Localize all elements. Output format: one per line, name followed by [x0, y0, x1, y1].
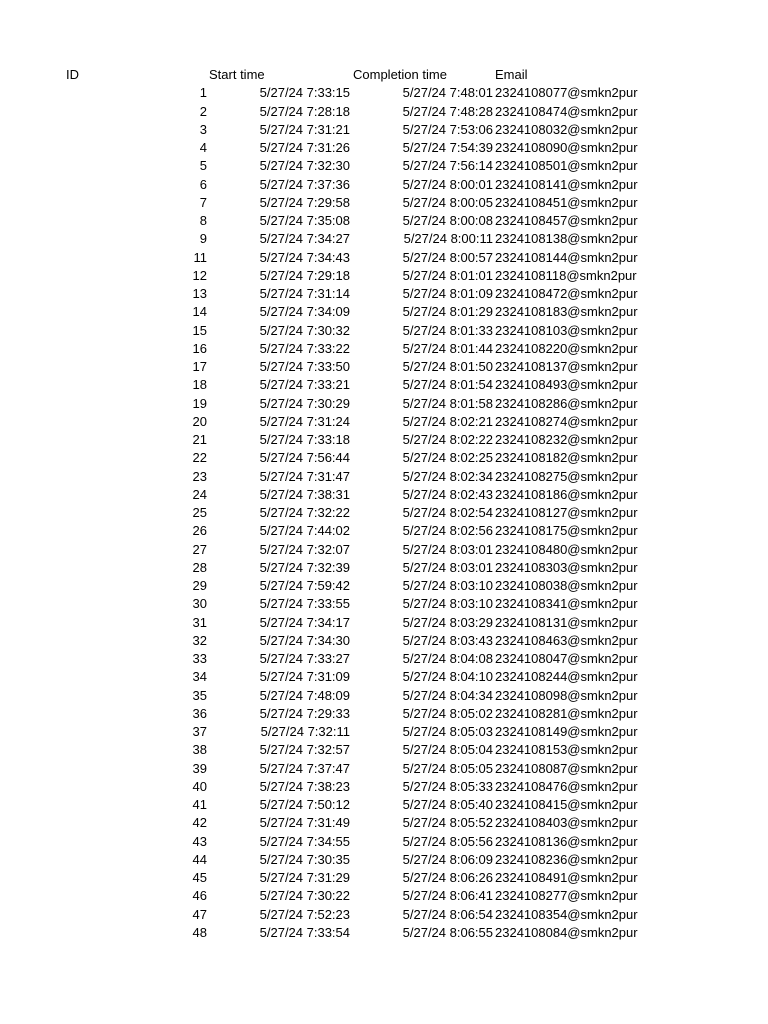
table-row — [0, 230, 768, 248]
table-row — [0, 887, 768, 905]
cell-id: 3 — [199, 121, 207, 137]
cell-completion-time: 5/27/24 8:05:05 — [402, 760, 493, 776]
table-row — [0, 723, 768, 741]
table-row — [0, 814, 768, 832]
table-row — [0, 194, 768, 212]
cell-start-time: 5/27/24 7:33:55 — [259, 596, 350, 612]
table-row — [0, 468, 768, 486]
cell-email: 2324108141@smkn2pur — [495, 176, 638, 192]
cell-start-time: 5/27/24 7:32:22 — [259, 505, 350, 520]
cell-start-time: 5/27/24 7:33:22 — [259, 340, 350, 356]
response-table — [0, 66, 768, 942]
table-row — [0, 504, 768, 522]
cell-email: 2324108480@smkn2pur — [495, 541, 638, 557]
cell-completion-time: 5/27/24 8:06:41 — [402, 888, 493, 904]
table-row — [0, 851, 768, 869]
cell-id: 16 — [192, 340, 207, 356]
cell-completion-time: 5/27/24 8:05:04 — [402, 742, 493, 758]
cell-start-time: 5/27/24 7:30:32 — [259, 322, 350, 338]
cell-email: 2324108137@smkn2pur — [495, 359, 638, 374]
cell-email: 2324108038@smkn2pur — [495, 578, 638, 593]
cell-email: 2324108277@smkn2pur — [495, 888, 638, 904]
cell-id: 34 — [192, 669, 207, 685]
cell-completion-time: 5/27/24 7:48:01 — [402, 85, 493, 101]
cell-completion-time: 5/27/24 8:06:09 — [402, 851, 493, 867]
cell-completion-time: 5/27/24 8:06:54 — [402, 906, 493, 922]
table-row — [0, 449, 768, 467]
cell-start-time: 5/27/24 7:32:57 — [259, 742, 350, 758]
table-row — [0, 778, 768, 796]
cell-email: 2324108103@smkn2pur — [495, 322, 638, 338]
cell-start-time: 5/27/24 7:33:21 — [259, 377, 350, 393]
cell-completion-time: 5/27/24 8:02:21 — [402, 413, 493, 429]
cell-id: 12 — [192, 267, 207, 283]
cell-start-time: 5/27/24 7:31:09 — [259, 669, 350, 685]
cell-completion-time: 5/27/24 8:05:56 — [402, 833, 493, 849]
cell-id: 2 — [199, 103, 207, 119]
cell-completion-time: 5/27/24 8:00:01 — [402, 176, 493, 192]
cell-email: 2324108098@smkn2pur — [495, 687, 638, 703]
cell-id: 4 — [199, 140, 207, 155]
cell-id: 37 — [192, 724, 207, 739]
cell-completion-time: 5/27/24 8:01:58 — [402, 395, 493, 411]
cell-id: 31 — [192, 614, 207, 630]
cell-id: 48 — [192, 924, 207, 940]
table-row — [0, 285, 768, 303]
cell-email: 2324108491@smkn2pur — [495, 870, 638, 885]
cell-completion-time: 5/27/24 8:02:22 — [402, 432, 493, 447]
cell-email: 2324108032@smkn2pur — [495, 121, 638, 137]
table-row — [0, 705, 768, 723]
cell-completion-time: 5/27/24 8:05:52 — [402, 815, 493, 831]
table-row — [0, 176, 768, 194]
cell-id: 11 — [193, 249, 207, 265]
cell-start-time: 5/27/24 7:34:17 — [259, 614, 350, 630]
cell-start-time: 5/27/24 7:32:07 — [259, 541, 350, 557]
cell-email: 2324108303@smkn2pur — [495, 559, 638, 575]
header-completion-time: Completion time — [353, 67, 447, 82]
cell-id: 8 — [199, 213, 207, 228]
cell-email: 2324108281@smkn2pur — [495, 705, 638, 721]
cell-completion-time: 5/27/24 8:02:43 — [402, 486, 493, 502]
cell-email: 2324108476@smkn2pur — [495, 778, 638, 794]
cell-start-time: 5/27/24 7:56:44 — [259, 450, 350, 466]
cell-email: 2324108493@smkn2pur — [495, 377, 638, 393]
cell-completion-time: 5/27/24 8:04:10 — [402, 669, 493, 685]
cell-id: 35 — [192, 687, 207, 703]
cell-completion-time: 5/27/24 8:03:10 — [402, 578, 493, 593]
cell-completion-time: 5/27/24 8:03:29 — [402, 614, 493, 630]
cell-start-time: 5/27/24 7:34:30 — [259, 632, 350, 648]
cell-id: 47 — [192, 906, 207, 922]
table-row — [0, 84, 768, 102]
cell-email: 2324108118@smkn2pur — [495, 267, 637, 283]
cell-completion-time: 5/27/24 8:06:55 — [402, 924, 493, 940]
cell-start-time: 5/27/24 7:37:36 — [259, 176, 350, 192]
cell-id: 25 — [192, 505, 207, 520]
table-row — [0, 413, 768, 431]
table-row — [0, 212, 768, 230]
cell-email: 2324108077@smkn2pur — [495, 85, 638, 101]
header-id: ID — [66, 67, 79, 82]
table-row — [0, 358, 768, 376]
cell-start-time: 5/27/24 7:33:15 — [259, 85, 350, 101]
cell-id: 42 — [192, 815, 207, 831]
table-row — [0, 687, 768, 705]
cell-id: 26 — [192, 523, 207, 539]
cell-email: 2324108084@smkn2pur — [495, 924, 638, 940]
cell-start-time: 5/27/24 7:30:29 — [259, 395, 350, 411]
cell-start-time: 5/27/24 7:31:24 — [259, 413, 350, 429]
cell-completion-time: 5/27/24 8:05:33 — [402, 778, 493, 794]
cell-email: 2324108149@smkn2pur — [495, 724, 638, 739]
cell-id: 32 — [192, 632, 207, 648]
table-row — [0, 376, 768, 394]
cell-id: 20 — [192, 413, 207, 429]
table-row — [0, 340, 768, 358]
table-row — [0, 522, 768, 540]
cell-start-time: 5/27/24 7:31:49 — [259, 815, 350, 831]
cell-start-time: 5/27/24 7:48:09 — [259, 687, 350, 703]
cell-completion-time: 5/27/24 8:00:05 — [402, 194, 493, 210]
cell-start-time: 5/27/24 7:31:21 — [259, 121, 350, 137]
cell-start-time: 5/27/24 7:38:23 — [259, 778, 350, 794]
cell-email: 2324108090@smkn2pur — [495, 140, 638, 155]
table-row — [0, 668, 768, 686]
cell-start-time: 5/27/24 7:44:02 — [259, 523, 350, 539]
table-row — [0, 577, 768, 595]
cell-start-time: 5/27/24 7:30:35 — [259, 851, 350, 867]
cell-start-time: 5/27/24 7:33:27 — [259, 651, 350, 666]
cell-id: 1 — [199, 85, 207, 101]
cell-email: 2324108127@smkn2pur — [495, 505, 638, 520]
cell-email: 2324108472@smkn2pur — [495, 286, 638, 301]
cell-start-time: 5/27/24 7:33:54 — [259, 924, 350, 940]
cell-start-time: 5/27/24 7:35:08 — [259, 213, 350, 228]
table-row — [0, 869, 768, 887]
cell-completion-time: 5/27/24 8:01:33 — [402, 322, 493, 338]
cell-completion-time: 5/27/24 8:01:09 — [402, 286, 493, 301]
cell-start-time: 5/27/24 7:29:33 — [259, 705, 350, 721]
cell-start-time: 5/27/24 7:32:30 — [259, 158, 350, 174]
cell-email: 2324108087@smkn2pur — [495, 760, 638, 776]
cell-id: 33 — [192, 651, 207, 666]
cell-id: 40 — [192, 778, 207, 794]
cell-completion-time: 5/27/24 8:02:34 — [402, 468, 493, 484]
cell-completion-time: 5/27/24 7:53:06 — [402, 121, 493, 137]
cell-email: 2324108182@smkn2pur — [495, 450, 638, 466]
cell-email: 2324108236@smkn2pur — [495, 851, 638, 867]
table-row — [0, 322, 768, 340]
cell-start-time: 5/27/24 7:29:18 — [259, 267, 350, 283]
cell-completion-time: 5/27/24 8:04:08 — [402, 651, 493, 666]
cell-id: 36 — [192, 705, 207, 721]
table-row — [0, 559, 768, 577]
cell-start-time: 5/27/24 7:31:14 — [259, 286, 350, 301]
cell-start-time: 5/27/24 7:31:47 — [259, 468, 350, 484]
cell-completion-time: 5/27/24 8:02:54 — [402, 505, 493, 520]
cell-completion-time: 5/27/24 7:56:14 — [402, 158, 493, 174]
cell-email: 2324108274@smkn2pur — [495, 413, 638, 429]
cell-email: 2324108354@smkn2pur — [495, 906, 638, 922]
cell-email: 2324108474@smkn2pur — [495, 103, 638, 119]
cell-completion-time: 5/27/24 8:00:08 — [402, 213, 493, 228]
table-row — [0, 796, 768, 814]
table-row — [0, 833, 768, 851]
table-row — [0, 157, 768, 175]
table-row — [0, 267, 768, 285]
cell-start-time: 5/27/24 7:38:31 — [259, 486, 350, 502]
table-row — [0, 431, 768, 449]
cell-start-time: 5/27/24 7:33:50 — [259, 359, 350, 374]
cell-email: 2324108186@smkn2pur — [495, 486, 638, 502]
cell-start-time: 5/27/24 7:37:47 — [259, 760, 350, 776]
cell-email: 2324108183@smkn2pur — [495, 304, 638, 320]
cell-start-time: 5/27/24 7:31:26 — [259, 140, 350, 155]
table-row — [0, 541, 768, 559]
cell-start-time: 5/27/24 7:30:22 — [259, 888, 350, 904]
cell-completion-time: 5/27/24 7:48:28 — [402, 103, 493, 119]
table-row — [0, 139, 768, 157]
table-row — [0, 249, 768, 267]
cell-completion-time: 5/27/24 8:03:01 — [402, 559, 493, 575]
cell-email: 2324108047@smkn2pur — [495, 651, 638, 666]
cell-completion-time: 5/27/24 7:54:39 — [402, 140, 493, 155]
cell-email: 2324108136@smkn2pur — [495, 833, 638, 849]
cell-start-time: 5/27/24 7:33:18 — [259, 432, 350, 447]
header-start-time: Start time — [209, 67, 265, 82]
cell-id: 5 — [199, 158, 207, 174]
cell-completion-time: 5/27/24 8:00:11 — [403, 231, 493, 247]
cell-id: 23 — [192, 468, 207, 484]
table-row — [0, 650, 768, 668]
table-row — [0, 760, 768, 778]
cell-email: 2324108463@smkn2pur — [495, 632, 638, 648]
cell-email: 2324108457@smkn2pur — [495, 213, 638, 228]
cell-completion-time: 5/27/24 8:01:50 — [402, 359, 493, 374]
cell-id: 15 — [192, 322, 207, 338]
cell-start-time: 5/27/24 7:34:09 — [259, 304, 350, 320]
cell-completion-time: 5/27/24 8:05:02 — [402, 705, 493, 721]
header-row — [0, 66, 768, 84]
cell-start-time: 5/27/24 7:34:43 — [259, 249, 350, 265]
cell-completion-time: 5/27/24 8:03:01 — [402, 541, 493, 557]
cell-email: 2324108244@smkn2pur — [495, 669, 638, 685]
cell-start-time: 5/27/24 7:32:39 — [259, 559, 350, 575]
cell-id: 9 — [199, 231, 207, 247]
cell-start-time: 5/27/24 7:29:58 — [259, 194, 350, 210]
cell-email: 2324108220@smkn2pur — [495, 340, 638, 356]
cell-completion-time: 5/27/24 8:06:26 — [402, 870, 493, 885]
table-body — [0, 84, 768, 942]
cell-start-time: 5/27/24 7:32:11 — [260, 724, 350, 739]
cell-email: 2324108175@smkn2pur — [495, 523, 638, 539]
cell-email: 2324108286@smkn2pur — [495, 395, 638, 411]
cell-completion-time: 5/27/24 8:02:56 — [402, 523, 493, 539]
cell-completion-time: 5/27/24 8:03:10 — [402, 596, 493, 612]
cell-id: 43 — [192, 833, 207, 849]
cell-id: 22 — [192, 450, 207, 466]
cell-id: 29 — [192, 578, 207, 593]
cell-completion-time: 5/27/24 8:01:01 — [402, 267, 493, 283]
cell-id: 28 — [192, 559, 207, 575]
table-row — [0, 614, 768, 632]
table-row — [0, 924, 768, 942]
table-row — [0, 121, 768, 139]
cell-completion-time: 5/27/24 8:04:34 — [402, 687, 493, 703]
cell-email: 2324108415@smkn2pur — [495, 797, 638, 812]
cell-completion-time: 5/27/24 8:02:25 — [402, 450, 493, 466]
cell-email: 2324108144@smkn2pur — [495, 249, 638, 265]
table-row — [0, 103, 768, 121]
cell-start-time: 5/27/24 7:59:42 — [259, 578, 350, 593]
cell-id: 19 — [192, 395, 207, 411]
cell-email: 2324108275@smkn2pur — [495, 468, 638, 484]
cell-email: 2324108138@smkn2pur — [495, 231, 638, 247]
cell-completion-time: 5/27/24 8:01:29 — [402, 304, 493, 320]
cell-id: 44 — [192, 851, 207, 867]
cell-email: 2324108501@smkn2pur — [495, 158, 638, 174]
table-row — [0, 303, 768, 321]
cell-id: 18 — [192, 377, 207, 393]
cell-start-time: 5/27/24 7:34:27 — [259, 231, 350, 247]
cell-completion-time: 5/27/24 8:05:03 — [402, 724, 493, 739]
cell-id: 7 — [199, 194, 207, 210]
cell-email: 2324108153@smkn2pur — [495, 742, 638, 758]
cell-id: 14 — [192, 304, 207, 320]
cell-email: 2324108131@smkn2pur — [495, 614, 638, 630]
cell-completion-time: 5/27/24 8:03:43 — [402, 632, 493, 648]
cell-id: 39 — [192, 760, 207, 776]
cell-id: 6 — [199, 176, 207, 192]
cell-id: 17 — [192, 359, 207, 374]
cell-start-time: 5/27/24 7:34:55 — [259, 833, 350, 849]
cell-start-time: 5/27/24 7:50:12 — [259, 797, 350, 812]
cell-email: 2324108232@smkn2pur — [495, 432, 638, 447]
table-row — [0, 595, 768, 613]
cell-completion-time: 5/27/24 8:05:40 — [402, 797, 493, 812]
cell-id: 24 — [192, 486, 207, 502]
table-row — [0, 632, 768, 650]
cell-id: 38 — [192, 742, 207, 758]
cell-email: 2324108451@smkn2pur — [495, 194, 638, 210]
table-row — [0, 486, 768, 504]
cell-completion-time: 5/27/24 8:00:57 — [402, 249, 493, 265]
cell-id: 21 — [192, 432, 207, 447]
cell-email: 2324108341@smkn2pur — [495, 596, 638, 612]
cell-id: 30 — [192, 596, 207, 612]
cell-start-time: 5/27/24 7:28:18 — [259, 103, 350, 119]
table-row — [0, 906, 768, 924]
cell-id: 45 — [192, 870, 207, 885]
header-email: Email — [495, 67, 528, 82]
cell-id: 41 — [192, 797, 207, 812]
cell-start-time: 5/27/24 7:52:23 — [259, 906, 350, 922]
cell-id: 27 — [192, 541, 207, 557]
cell-id: 13 — [192, 286, 207, 301]
cell-id: 46 — [192, 888, 207, 904]
cell-email: 2324108403@smkn2pur — [495, 815, 638, 831]
cell-completion-time: 5/27/24 8:01:44 — [402, 340, 493, 356]
table-row — [0, 395, 768, 413]
cell-completion-time: 5/27/24 8:01:54 — [402, 377, 493, 393]
cell-start-time: 5/27/24 7:31:29 — [259, 870, 350, 885]
table-row — [0, 741, 768, 759]
